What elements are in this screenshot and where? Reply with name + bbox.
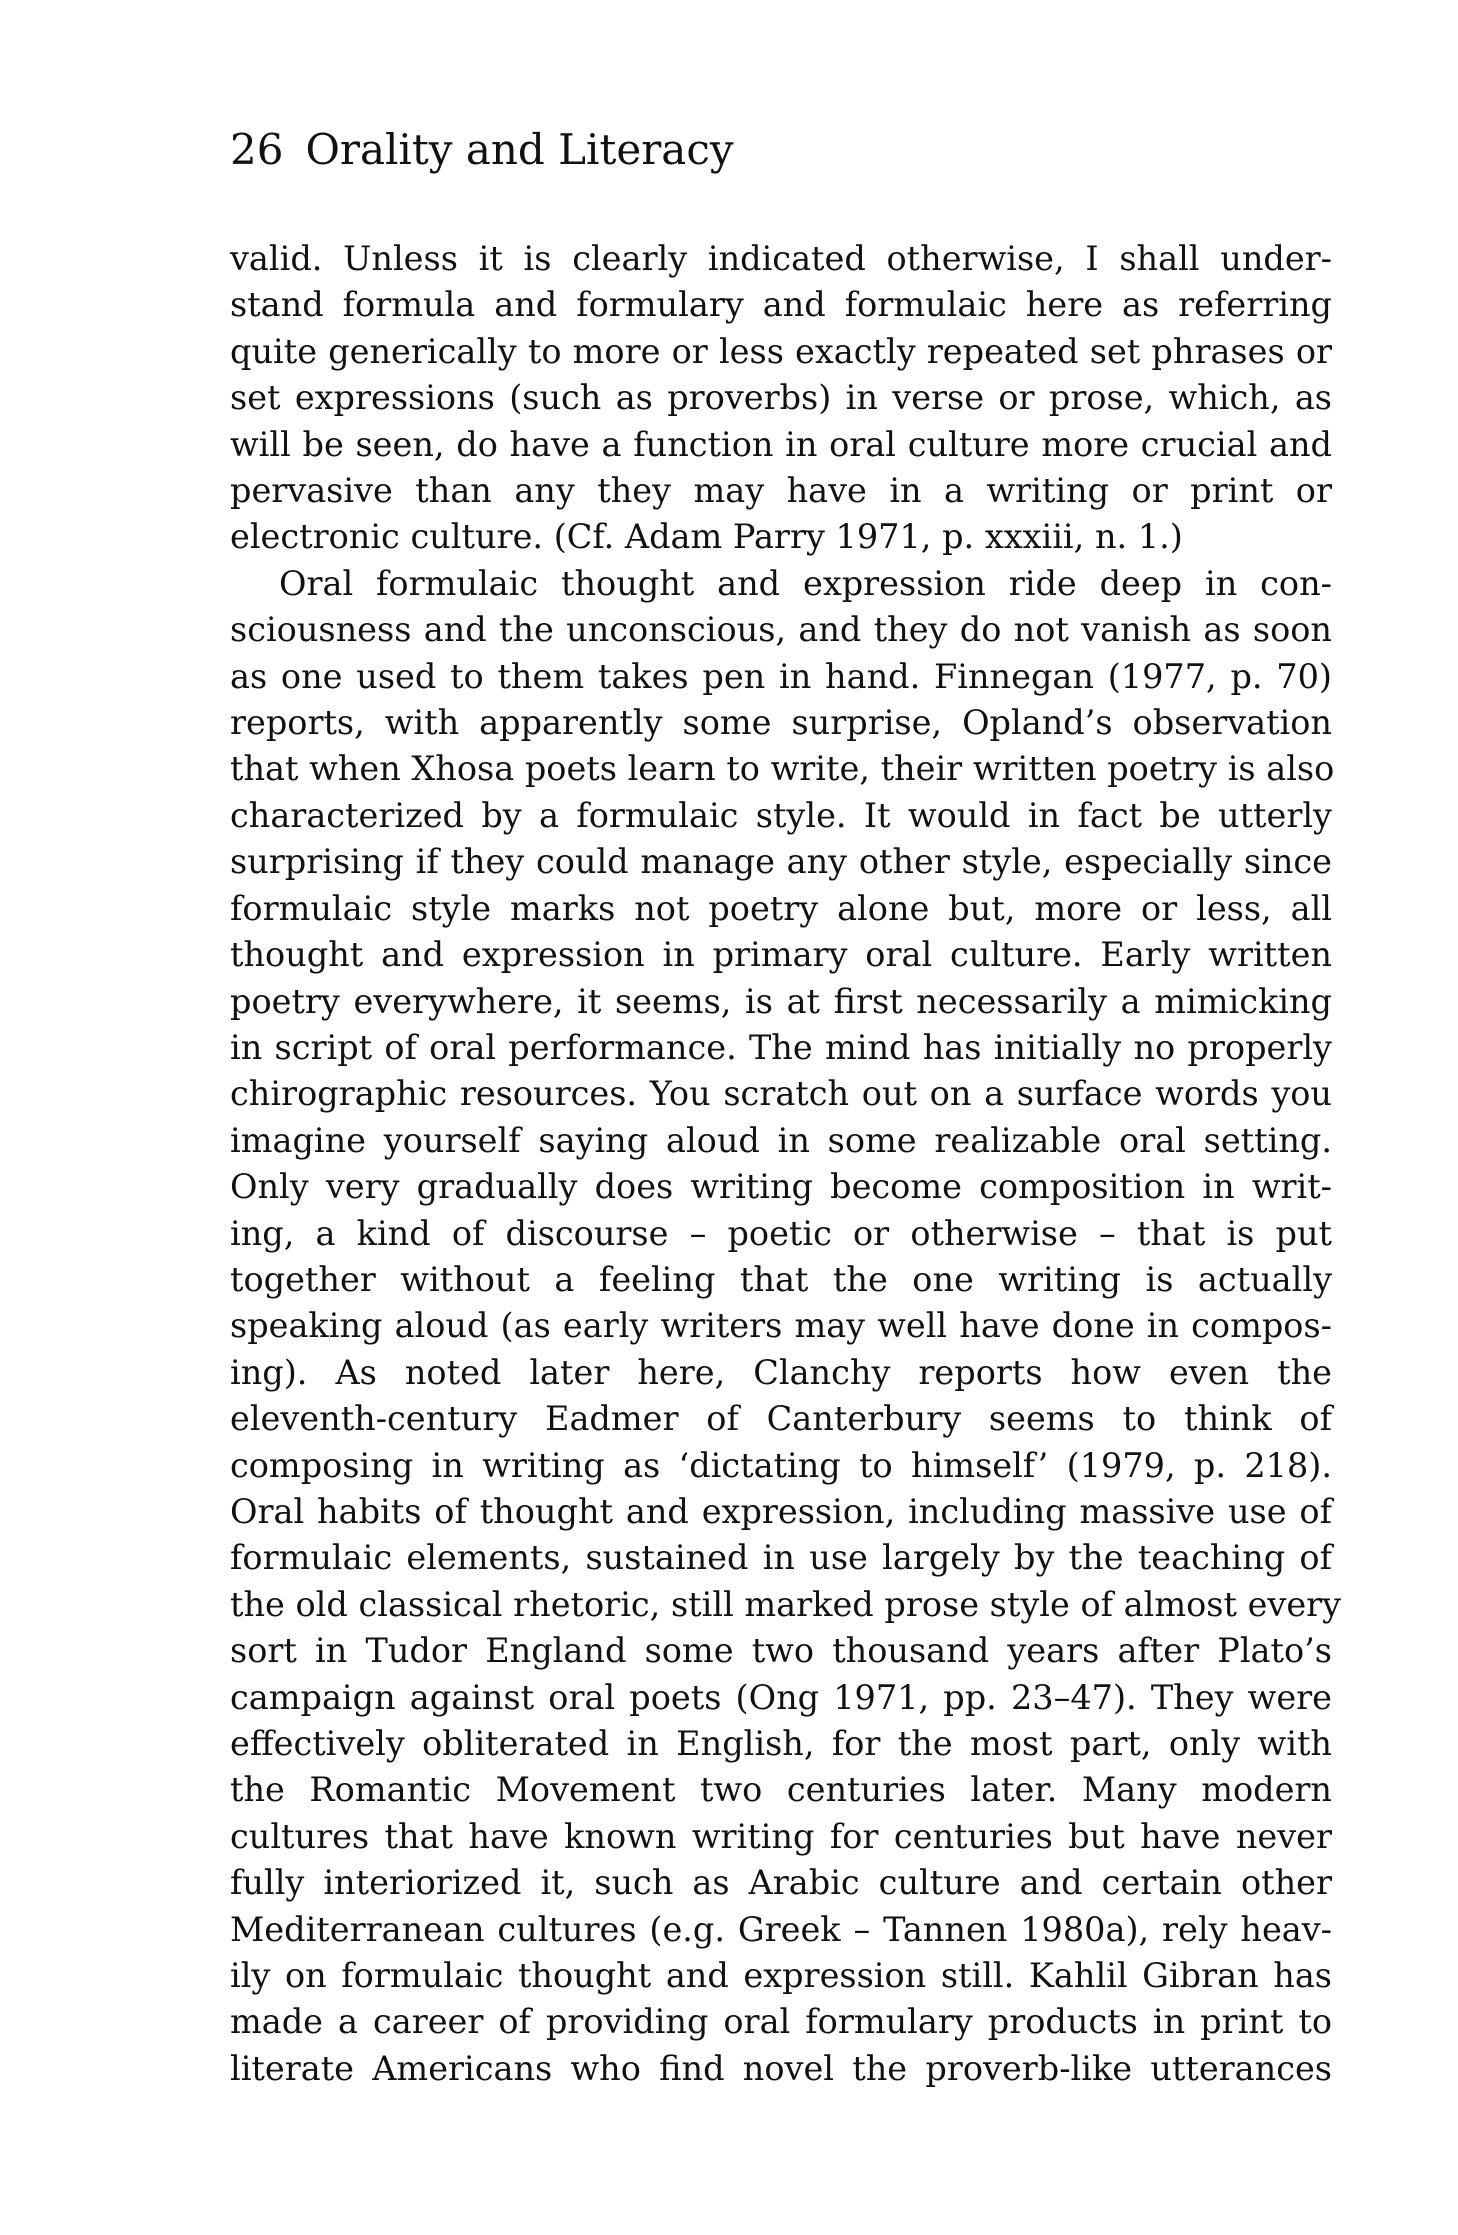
text-line: characterized by a formulaic style. It would in fact be utterly — [230, 795, 1332, 835]
text-line: fully interiorized it, such as Arabic culture and certain other — [230, 1863, 1332, 1903]
text-line: literate Americans who find novel the proverb-like utterances — [230, 2048, 1332, 2088]
text-line: quite generically to more or less exactly repeated set phrases or — [230, 331, 1332, 371]
text-line: ing, a kind of discourse – poetic or otherwise – that is put — [230, 1213, 1332, 1253]
text-line: Only very gradually does writing become composition in writ- — [230, 1167, 1332, 1207]
text-line: as one used to them takes pen in hand. Finnegan (1977, p. 70) — [230, 656, 1332, 696]
text-line: Oral habits of thought and expression, including massive use of — [230, 1491, 1332, 1531]
text-line: sciousness and the unconscious, and they do not vanish as soon — [230, 610, 1332, 650]
text-line: the old classical rhetoric, still marked prose style of almost every — [230, 1584, 1342, 1624]
text-line: in script of oral performance. The mind has initially no properly — [230, 1027, 1332, 1067]
text-line: together without a feeling that the one writing is actually — [230, 1259, 1332, 1299]
page-number: 26 — [230, 125, 284, 174]
text-line: chirographic resources. You scratch out on a surface words you — [230, 1074, 1332, 1114]
text-line: valid. Unless it is clearly indicated otherwise, I shall under- — [230, 239, 1332, 278]
text-line: thought and expression in primary oral culture. Early written — [230, 935, 1332, 975]
text-line: electronic culture. (Cf. Adam Parry 1971, p. xxxiii, n. 1.) — [230, 517, 1183, 557]
text-line: imagine yourself saying aloud in some realizable oral setting. — [230, 1120, 1332, 1160]
text-line: Oral formulaic thought and expression ride deep in con- — [279, 563, 1332, 603]
running-head — [230, 125, 734, 175]
text-line: surprising if they could manage any other style, especially since — [230, 842, 1332, 882]
text-line: cultures that have known writing for centuries but have never — [230, 1816, 1332, 1856]
running-head-title: Orality and Literacy — [305, 125, 734, 174]
text-line: campaign against oral poets (Ong 1971, pp. 23–47). They were — [230, 1677, 1332, 1717]
text-line: ily on formulaic thought and expression still. Kahlil Gibran has — [230, 1956, 1332, 1996]
text-line: effectively obliterated in English, for the most part, only with — [230, 1724, 1332, 1763]
text-line: set expressions (such as proverbs) in verse or prose, which, as — [230, 378, 1332, 418]
text-line: sort in Tudor England some two thousand years after Plato’s — [230, 1631, 1332, 1671]
text-line: composing in writing as ‘dictating to himself’ (1979, p. 218). — [230, 1445, 1332, 1485]
text-line: pervasive than any they may have in a writing or print or — [230, 471, 1332, 511]
text-line: made a career of providing oral formulary products in print to — [230, 2002, 1332, 2042]
text-line: poetry everywhere, it seems, is at first necessarily a mimicking — [230, 981, 1332, 1021]
text-line: stand formula and formulary and formulaic here as referring — [230, 285, 1332, 325]
text-line: reports, with apparently some surprise, Opland’s observation — [230, 703, 1332, 743]
text-line: speaking aloud (as early writers may well have done in compos- — [230, 1306, 1332, 1346]
text-line: Mediterranean cultures (e.g. Greek – Tannen 1980a), rely heav- — [230, 1909, 1332, 1949]
text-line: ing). As noted later here, Clanchy reports how even the — [230, 1352, 1332, 1392]
body-text — [230, 236, 1342, 2092]
text-line: will be seen, do have a function in oral culture more crucial and — [230, 424, 1332, 464]
text-line: formulaic style marks not poetry alone but, more or less, all — [230, 888, 1332, 928]
text-line: eleventh-century Eadmer of Canterbury seems to think of — [230, 1399, 1332, 1439]
text-line: that when Xhosa poets learn to write, their written poetry is also — [230, 749, 1335, 789]
text-line: formulaic elements, sustained in use largely by the teaching of — [230, 1538, 1332, 1578]
text-line: the Romantic Movement two centuries later. Many modern — [230, 1770, 1332, 1810]
